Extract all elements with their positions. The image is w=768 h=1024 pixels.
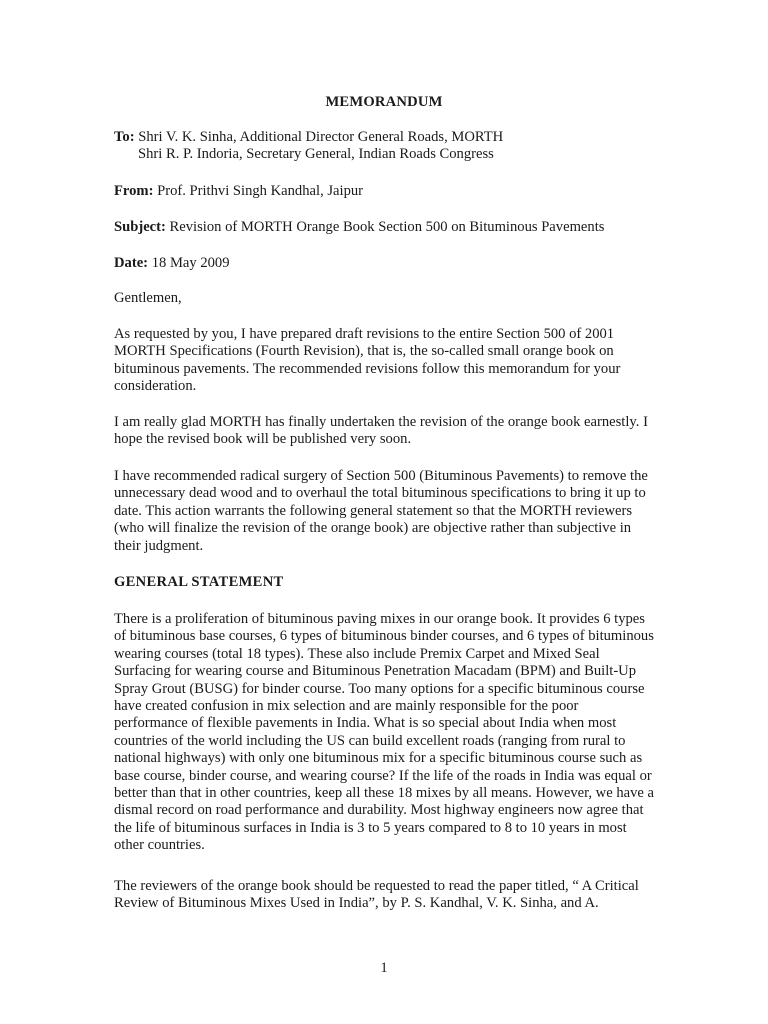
from-line [114, 183, 654, 200]
to-recipient-1: Shri V. K. Sinha, Additional Director General Roads, MORTH [134, 129, 504, 145]
to-recipient-2: Shri R. P. Indoria, Secretary General, Indian Roads Congress [138, 146, 494, 163]
date-label: Date: [114, 255, 149, 271]
page-number: 1 [380, 960, 388, 976]
from-value: Prof. Prithvi Singh Kandhal, Jaipur [153, 183, 364, 199]
date-line [114, 255, 654, 272]
paragraph-general: There is a proliferation of bituminous paving mixes in our orange book. It provides 6 types of bituminous base courses, 6 types of bituminous binder courses, and 6 types of bituminous wearing courses (total 18 types). These also include Premix Carpet and Mixed Seal Surfacing for wearing course and Bituminous Penetration Macadam (BPM) and Built-Up Spray Grout (BUSG) for binder course. Too many options for a specific bituminous course have created confusion in mix selection and are mainly responsible for the poor performance of flexible pavements in India. What is so special about India when most countries of the world including the US can build excellent roads (ranging from rural to national highways) with only one bituminous mix for a specific bituminous course such as base course, binder course, and wearing course? If the life of the roads in India was equal or better than that in other countries, keep all these 18 mixes by all means. However, we have a dismal record on road performance and durability. Most highway engineers now agree that the life of bituminous surfaces in India is 3 to 5 years compared to 8 to 10 years in most other countries. [114, 611, 655, 854]
date-value: 18 May 2009 [148, 255, 230, 271]
to-label: To: [114, 129, 135, 145]
salutation: Gentlemen, [114, 290, 182, 306]
paragraph-glad: I am really glad MORTH has finally undertaken the revision of the orange book earnestly. I hope the revised book will be published very soon. [114, 414, 648, 448]
paragraph-surgery: I have recommended radical surgery of Section 500 (Bituminous Pavements) to remove the unnecessary dead wood and to overhaul the total bituminous specifications to bring it up to date. This action warrants the following general statement so that the MORTH reviewers (who will finalize the revision of the orange book) are objective rather than subjective in their judgment. [114, 468, 648, 554]
to-block [114, 129, 654, 164]
paragraph-reviewers: The reviewers of the orange book should be requested to read the paper titled, “ A Critical Review of Bituminous Mixes Used in India”, by P. S. Kandhal, V. K. Sinha, and A. [114, 878, 639, 912]
subject-line [114, 219, 654, 236]
memo-title: MEMORANDUM [325, 94, 443, 110]
subject-label: Subject: [114, 219, 166, 235]
subject-value: Revision of MORTH Orange Book Section 500 on Bituminous Pavements [165, 219, 605, 235]
from-label: From: [114, 183, 154, 199]
paragraph-request: As requested by you, I have prepared draft revisions to the entire Section 500 of 2001 MORTH Specifications (Fourth Revision), that is, the so-called small orange book on bituminous pavements. The recommended revisions follow this memorandum for your consideration. [114, 326, 621, 395]
section-heading: GENERAL STATEMENT [114, 574, 284, 590]
to-line-1 [114, 129, 654, 146]
